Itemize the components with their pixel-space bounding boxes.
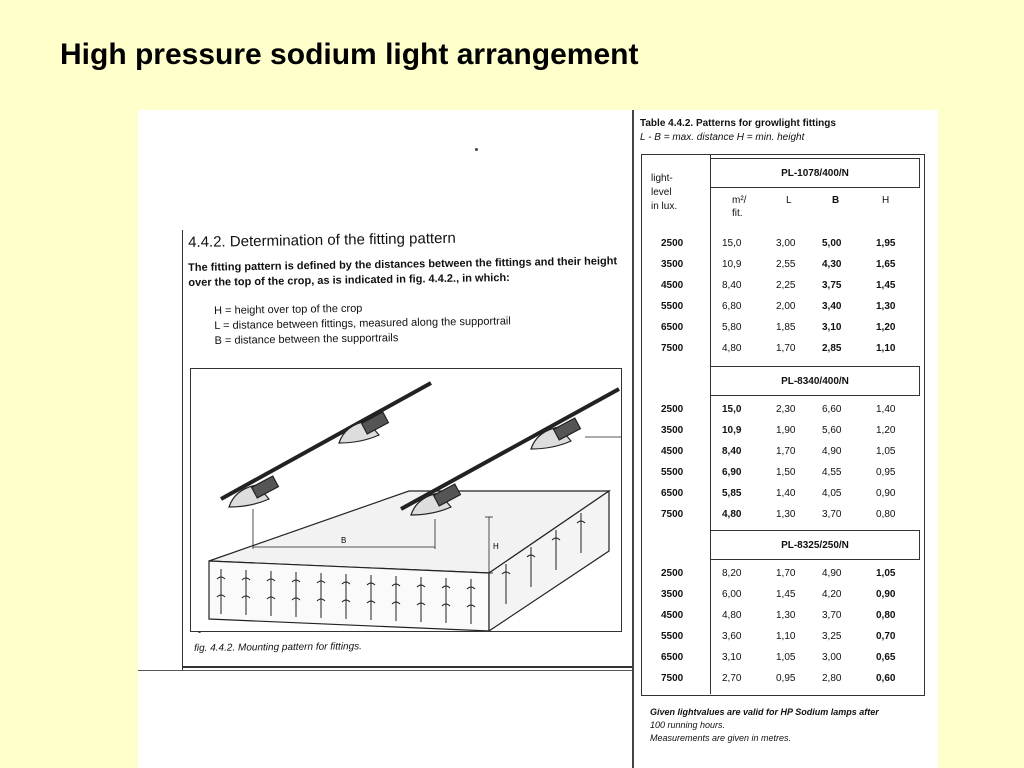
mounting-pattern-illustration <box>191 369 621 631</box>
table-cell: 5,60 <box>822 425 842 436</box>
table-cell: 3,00 <box>822 652 842 663</box>
note-line: Measurements are given in metres. <box>650 733 792 743</box>
table-cell: 1,10 <box>876 343 896 354</box>
table-column-divider <box>710 154 711 694</box>
table-cell: 8,20 <box>722 568 742 579</box>
table-cell: 4500 <box>661 610 684 621</box>
table-cell: 3,10 <box>722 652 742 663</box>
table-title: Table 4.4.2. Patterns for growlight fittings <box>640 118 836 129</box>
table-cell: 3,10 <box>822 322 842 333</box>
table-cell: 4,30 <box>822 259 842 270</box>
definition-b: B = distance between the supportrails <box>214 332 399 347</box>
table-cell: 0,70 <box>876 631 896 642</box>
table-cell: 2500 <box>661 404 684 415</box>
table-cell: 8,40 <box>722 446 742 457</box>
table-cell: 1,30 <box>776 509 796 520</box>
table-cell: 3500 <box>661 589 684 600</box>
scanned-document <box>138 110 938 768</box>
table-cell: 2,55 <box>776 259 796 270</box>
page-rule <box>138 670 632 671</box>
table-cell: 1,40 <box>776 488 796 499</box>
model-header-1: PL-1078/400/N <box>710 158 920 188</box>
table-cell: 4,80 <box>722 343 742 354</box>
table-cell: 1,45 <box>776 589 796 600</box>
table-cell: 8,40 <box>722 280 742 291</box>
table-cell: 1,20 <box>876 322 896 333</box>
support-rail-left <box>221 383 431 499</box>
note-line: Given lightvalues are valid for HP Sodium lamps after <box>650 707 879 717</box>
table-cell: 7500 <box>661 673 684 684</box>
table-cell: 10,9 <box>722 425 742 436</box>
table-cell: 7500 <box>661 343 684 354</box>
scan-speck <box>475 148 478 151</box>
table-cell: 10,9 <box>722 259 742 270</box>
table-cell: 6,90 <box>722 467 742 478</box>
model-header-2: PL-8340/400/N <box>710 366 920 396</box>
table-cell: 4,05 <box>822 488 842 499</box>
table-cell: 3,60 <box>722 631 742 642</box>
table-cell: 1,05 <box>776 652 796 663</box>
model-header-3: PL-8325/250/N <box>710 530 920 560</box>
table-cell: 1,95 <box>876 238 896 249</box>
note-line: 100 running hours. <box>650 720 726 730</box>
table-cell: 0,80 <box>876 509 896 520</box>
table-cell: 0,65 <box>876 652 896 663</box>
table-cell: 1,70 <box>776 446 796 457</box>
table-cell: 2,85 <box>822 343 842 354</box>
table-cell: 1,40 <box>876 404 896 415</box>
table-cell: 5500 <box>661 301 684 312</box>
table-cell: 2500 <box>661 238 684 249</box>
intro-paragraph: The fitting pattern is defined by the distances between the fittings and their height over the top of the crop, as is indicated in fig. 4.4.2., in which: <box>188 255 618 289</box>
section-heading: 4.4.2. Determination of the fitting pattern <box>188 229 456 251</box>
table-cell: 6500 <box>661 488 684 499</box>
table-cell: 1,65 <box>876 259 896 270</box>
table-cell: 0,95 <box>876 467 896 478</box>
definition-h: H = height over top of the crop <box>214 302 363 317</box>
table-cell: 5500 <box>661 631 684 642</box>
crop-front-face <box>209 561 489 631</box>
dimension-label-h: H <box>493 542 499 551</box>
table-cell: 1,50 <box>776 467 796 478</box>
table-notes <box>650 706 938 745</box>
table-cell: 7500 <box>661 509 684 520</box>
table-cell: 5,85 <box>722 488 742 499</box>
table-cell: 2,00 <box>776 301 796 312</box>
dimension-label-b: B <box>341 536 347 545</box>
table-cell: 4,20 <box>822 589 842 600</box>
table-cell: 1,45 <box>876 280 896 291</box>
table-cell: 1,70 <box>776 568 796 579</box>
table-cell: 3,75 <box>822 280 842 291</box>
table-cell: 5,80 <box>722 322 742 333</box>
table-cell: 0,90 <box>876 589 896 600</box>
light-level-header: light- level in lux. <box>651 173 678 212</box>
table-cell: 5500 <box>661 467 684 478</box>
header-l: L <box>786 195 792 206</box>
table-cell: 0,60 <box>876 673 896 684</box>
table-cell: 3500 <box>661 259 684 270</box>
table-cell: 0,80 <box>876 610 896 621</box>
figure-caption: fig. 4.4.2. Mounting pattern for fittings. <box>194 641 362 654</box>
table-cell: 2,70 <box>722 673 742 684</box>
margin-rule <box>182 230 183 670</box>
header-m2-per-fit: m²/ fit. <box>732 195 747 219</box>
table-cell: 1,30 <box>876 301 896 312</box>
table-cell: 6500 <box>661 652 684 663</box>
table-cell: 4,90 <box>822 568 842 579</box>
table-cell: 15,0 <box>722 404 742 415</box>
table-cell: 4500 <box>661 446 684 457</box>
table-cell: 1,90 <box>776 425 796 436</box>
table-cell: 3,00 <box>776 238 796 249</box>
table-cell: 2500 <box>661 568 684 579</box>
table-cell: 4,55 <box>822 467 842 478</box>
table-cell: 15,0 <box>722 238 742 249</box>
table-cell: 3,70 <box>822 509 842 520</box>
table-cell: 1,85 <box>776 322 796 333</box>
table-cell: 0,90 <box>876 488 896 499</box>
table-cell: 3,70 <box>822 610 842 621</box>
table-cell: 3500 <box>661 425 684 436</box>
table-cell: 6,00 <box>722 589 742 600</box>
mounting-pattern-figure <box>190 368 622 632</box>
table-cell: 5,00 <box>822 238 842 249</box>
page-rule <box>182 666 632 668</box>
table-cell: 2,80 <box>822 673 842 684</box>
table-cell: 6500 <box>661 322 684 333</box>
table-cell: 2,25 <box>776 280 796 291</box>
table-cell: 4,90 <box>822 446 842 457</box>
table-cell: 2,30 <box>776 404 796 415</box>
table-cell: 4,80 <box>722 509 742 520</box>
table-cell: 1,20 <box>876 425 896 436</box>
table-cell: 1,10 <box>776 631 796 642</box>
table-cell: 6,60 <box>822 404 842 415</box>
header-h: H <box>882 195 890 206</box>
table-cell: 0,95 <box>776 673 796 684</box>
table-cell: 1,70 <box>776 343 796 354</box>
page-divider <box>632 110 634 768</box>
table-cell: 6,80 <box>722 301 742 312</box>
table-cell: 3,40 <box>822 301 842 312</box>
table-cell: 1,30 <box>776 610 796 621</box>
definitions-list <box>214 299 511 349</box>
header-b: B <box>832 195 840 206</box>
table-cell: 1,05 <box>876 568 896 579</box>
table-cell: 3,25 <box>822 631 842 642</box>
definition-l: L = distance between fittings, measured along the supportrail <box>214 315 511 332</box>
table-subtitle: L - B = max. distance H = min. height <box>640 132 805 143</box>
table-cell: 4,80 <box>722 610 742 621</box>
table-cell: 1,05 <box>876 446 896 457</box>
slide-title: High pressure sodium light arrangement <box>60 38 639 71</box>
table-cell: 4500 <box>661 280 684 291</box>
